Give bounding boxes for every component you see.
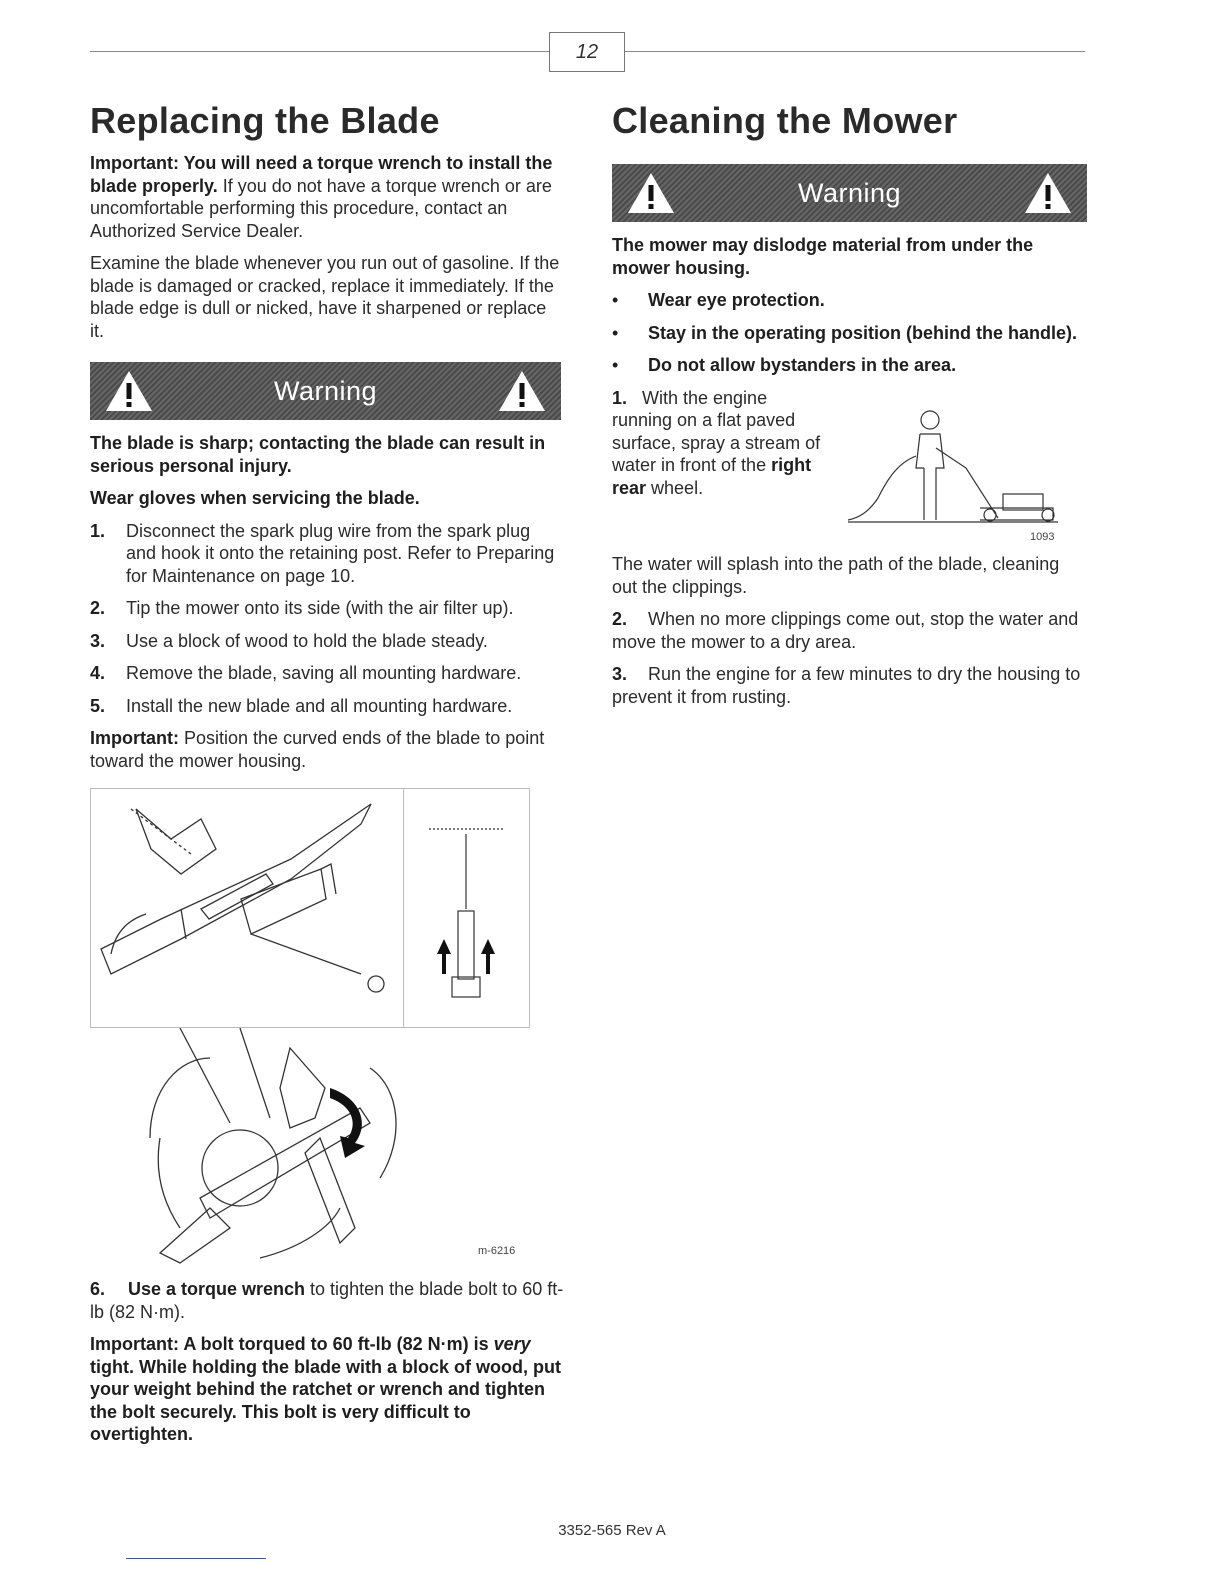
cleaning-step-2: 2. When no more clippings come out, stop the water and move the mower to a dry area. bbox=[612, 609, 1079, 652]
left-column-top bbox=[90, 152, 562, 352]
left-column-warning bbox=[90, 362, 561, 782]
list-item: • Wear eye protection. bbox=[612, 290, 825, 310]
intro-bold: Important: You will need a torque wrench to install the blade properly. bbox=[90, 153, 553, 196]
left-steps bbox=[90, 520, 561, 718]
warning-triangle-icon bbox=[1023, 171, 1073, 215]
footer-doc-code: 3352-565 Rev A bbox=[558, 1522, 666, 1539]
warning-label-right: Warning bbox=[797, 177, 902, 208]
list-item: 1. Disconnect the spark plug wire from the spark plug and hook it onto the retaining post. Refer to Preparing for Maintenance on page 10. bbox=[90, 520, 555, 586]
header-rule-left bbox=[90, 51, 549, 52]
wrench-illustration bbox=[140, 1028, 420, 1268]
right-title: Cleaning the Mower bbox=[612, 100, 958, 141]
warning-triangle-icon bbox=[497, 369, 547, 413]
header-rule-right bbox=[625, 51, 1085, 52]
warning-banner-right bbox=[612, 164, 1087, 222]
warning-text-right: The mower may dislodge material from under the mower housing. bbox=[612, 235, 1034, 278]
blade-exploded-illustration bbox=[91, 789, 403, 1027]
important-torque: Important: A bolt torqued to 60 ft-lb (82 N·m) is very tight. While holding the blade with a block of wood, put your weight behind the ratchet or wrench and tighten the bolt securely. This bolt is very difficult to overtighten. bbox=[90, 1334, 561, 1444]
page-number: 12 bbox=[549, 32, 625, 72]
figure-code-left: m-6216 bbox=[478, 1245, 516, 1257]
warning-triangle-icon bbox=[104, 369, 154, 413]
examine-paragraph: Examine the blade whenever you run out of gasoline. If the blade is damaged or cracked, replace it immediately. If the blade edge is dull or nicked, have it sharpened or replace it. bbox=[90, 253, 560, 341]
warning-banner-left bbox=[90, 362, 561, 420]
blade-figure-top-left bbox=[90, 788, 404, 1028]
warning-gloves: Wear gloves when servicing the blade. bbox=[90, 488, 420, 508]
list-item: 4. Remove the blade, saving all mounting hardware. bbox=[90, 663, 522, 683]
intro-rest: If you do not have a torque wrench or are uncomfortable performing this procedure, contact an Authorized Service Dealer. bbox=[90, 175, 552, 241]
left-title: Replacing the Blade bbox=[90, 100, 440, 141]
blade-figure-top-right bbox=[403, 788, 530, 1028]
mower-washing-illustration bbox=[848, 408, 1058, 526]
warning-label-left: Warning bbox=[273, 375, 378, 406]
cleaning-step-1: 1. With the engine running on a flat paved surface, spray a stream of water in front of the right rear wheel. bbox=[612, 387, 821, 498]
list-item: • Stay in the operating position (behind the handle). bbox=[612, 322, 1078, 343]
list-item: 2. Tip the mower onto its side (with the air filter up). bbox=[90, 598, 514, 618]
cleaning-step-3: 3. Run the engine for a few minutes to dry the housing to prevent it from rusting. bbox=[612, 664, 1081, 707]
warning-triangle-icon bbox=[626, 171, 676, 215]
step-6: 6. Use a torque wrench to tighten the blade bolt to 60 ft-lb (82 N·m). bbox=[90, 1279, 564, 1322]
important-position: Important: Position the curved ends of the blade to point toward the mower housing. bbox=[90, 728, 545, 771]
after-paragraph: The water will splash into the path of the blade, cleaning out the clippings. bbox=[612, 554, 1060, 597]
footer-rule bbox=[126, 1558, 266, 1559]
list-item: • Do not allow bystanders in the area. bbox=[612, 355, 957, 375]
figure-code-right: 1093 bbox=[1030, 531, 1055, 543]
intro-paragraph bbox=[90, 152, 562, 242]
bolt-illustration bbox=[404, 789, 529, 1027]
left-column-bottom bbox=[90, 1278, 565, 1456]
right-column-bottom bbox=[612, 553, 1087, 718]
list-item: 3. Use a block of wood to hold the blade steady. bbox=[90, 630, 488, 651]
warning-text-left: The blade is sharp; contacting the blade can result in serious personal injury. bbox=[90, 433, 546, 476]
list-item: 5. Install the new blade and all mounting hardware. bbox=[90, 695, 513, 716]
